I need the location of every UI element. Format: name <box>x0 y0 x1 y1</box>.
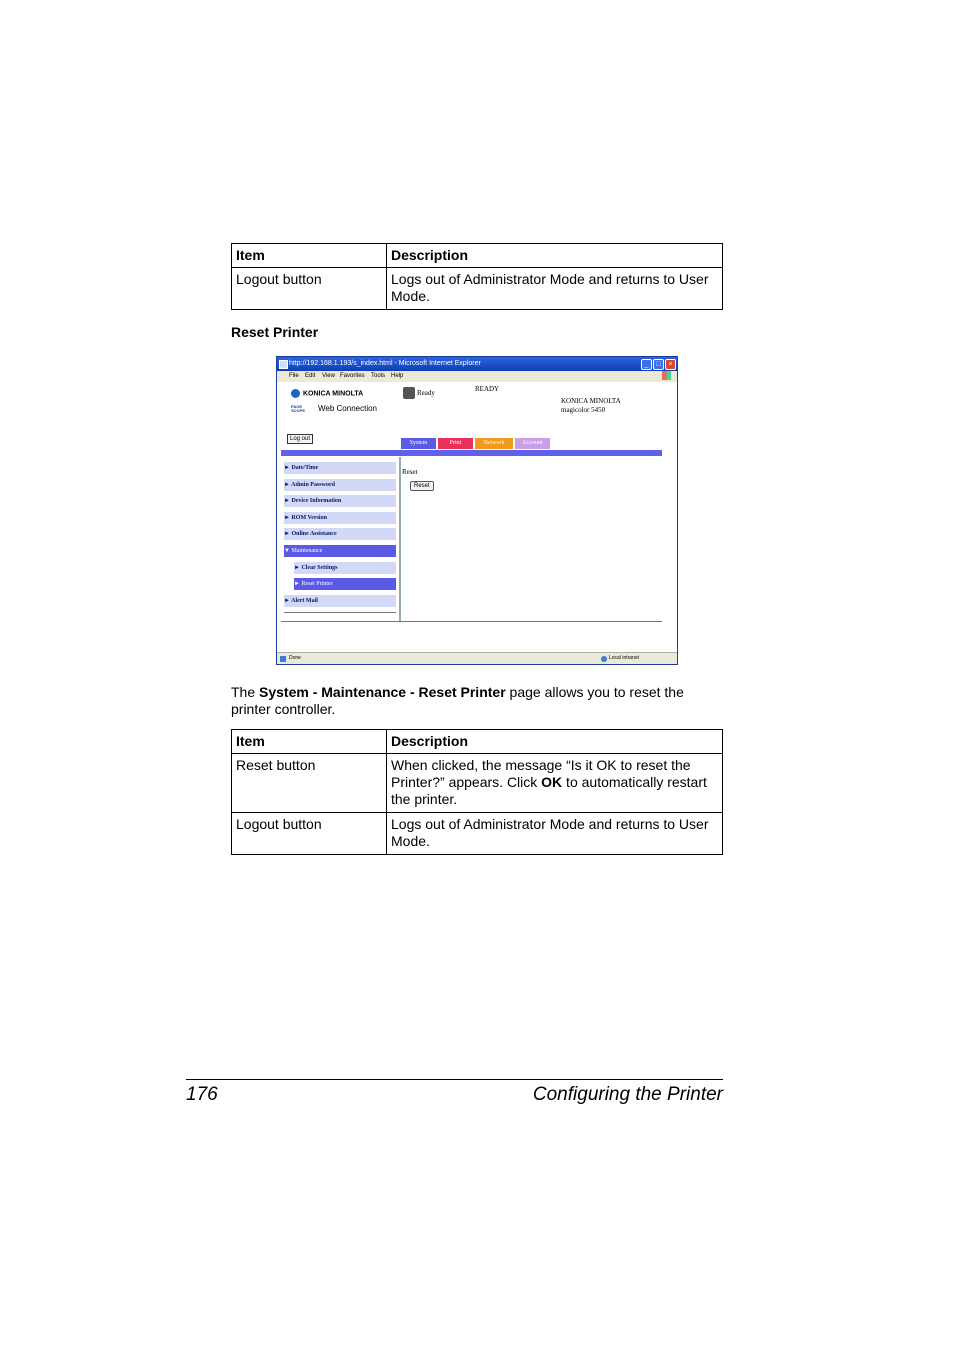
sidebar-item[interactable]: ► Alert Mail <box>284 595 396 607</box>
footer-rule <box>186 1079 723 1080</box>
intranet-icon <box>601 656 607 662</box>
description-cell: When clicked, the message “Is it OK to reset the Printer?” appears. Click OK to automatically restart the printer. <box>387 754 723 813</box>
minimize-icon[interactable]: _ <box>641 359 652 370</box>
tab-account[interactable]: Account <box>515 438 550 449</box>
table-header-row <box>232 730 723 754</box>
table-header-row <box>232 244 723 268</box>
sidebar-item[interactable]: ► Admin Password <box>284 479 396 491</box>
windows-logo-icon <box>662 371 671 380</box>
page-done-icon <box>280 656 286 662</box>
table-row <box>232 754 723 813</box>
menu-help[interactable]: Help <box>391 373 404 379</box>
logout-info-table <box>231 243 723 310</box>
column-header-description: Description <box>387 244 723 268</box>
content-bottom-rule <box>281 621 662 622</box>
sidebar-divider <box>284 612 396 613</box>
tab-system[interactable]: System <box>401 438 436 449</box>
model-brand: KONICA MINOLTA <box>561 397 621 405</box>
table-row <box>232 268 723 310</box>
sidebar-item[interactable]: ► Date/Time <box>284 462 396 474</box>
status-done: Done <box>289 655 301 661</box>
globe-icon <box>291 389 300 398</box>
ready-label: Ready <box>417 389 435 397</box>
logout-button[interactable]: Log out <box>287 434 313 444</box>
tab-underline-bar <box>281 450 662 456</box>
footer-title: Configuring the Printer <box>532 1084 723 1105</box>
menu-bar <box>277 371 677 382</box>
model-name: magicolor 5450 <box>561 406 606 414</box>
status-zone: Local intranet <box>609 655 640 661</box>
vertical-divider <box>399 457 401 622</box>
description-cell: Logs out of Administrator Mode and returns to User Mode. <box>387 268 723 310</box>
menu-favorites[interactable]: Favorites <box>340 373 365 379</box>
reset-info-table <box>231 729 723 855</box>
menu-tools[interactable]: Tools <box>371 373 386 379</box>
item-cell: Logout button <box>232 268 387 310</box>
table-row <box>232 813 723 855</box>
sidebar-item[interactable]: ► Online Assistance <box>284 528 396 540</box>
ie-icon <box>279 360 288 369</box>
sidebar-item[interactable]: ► Reset Printer <box>294 578 396 590</box>
column-header-item: Item <box>232 730 387 754</box>
printer-icon <box>403 387 415 399</box>
pagescope-logo: PAGE SCOPE Web Connection <box>291 403 377 413</box>
description-paragraph: The System - Maintenance - Reset Printer page allows you to reset the printer controller. <box>231 684 684 717</box>
close-icon[interactable]: × <box>665 359 676 370</box>
menu-file[interactable]: File <box>289 373 299 379</box>
browser-screenshot <box>276 356 678 665</box>
sidebar-item[interactable]: ► Clear Settings <box>294 562 396 574</box>
tab-print[interactable]: Print <box>438 438 473 449</box>
sidebar-item[interactable]: ▼ Maintenance <box>284 545 396 557</box>
tab-network[interactable]: Network <box>475 438 513 449</box>
reset-button[interactable]: Reset <box>410 481 434 491</box>
page-content <box>277 382 677 652</box>
maximize-icon[interactable]: □ <box>653 359 664 370</box>
window-title: http://192.168.1.193/s_index.html - Microsoft Internet Explorer <box>289 360 481 367</box>
sidebar-item[interactable]: ► ROM Version <box>284 512 396 524</box>
menu-view[interactable]: View <box>322 373 335 379</box>
description-cell: Logs out of Administrator Mode and returns to User Mode. <box>387 813 723 855</box>
column-header-description: Description <box>387 730 723 754</box>
sidebar-item[interactable]: ► Device Information <box>284 495 396 507</box>
model-info <box>561 397 621 415</box>
window-titlebar <box>277 357 677 371</box>
status-bar <box>277 652 677 665</box>
item-cell: Logout button <box>232 813 387 855</box>
column-header-item: Item <box>232 244 387 268</box>
reset-label: Reset <box>402 468 418 476</box>
konica-minolta-logo: KONICA MINOLTA <box>291 389 363 398</box>
page-number: 176 <box>186 1084 218 1105</box>
status-text: READY <box>475 385 500 393</box>
item-cell: Reset button <box>232 754 387 813</box>
section-heading: Reset Printer <box>231 324 319 340</box>
menu-edit[interactable]: Edit <box>305 373 316 379</box>
